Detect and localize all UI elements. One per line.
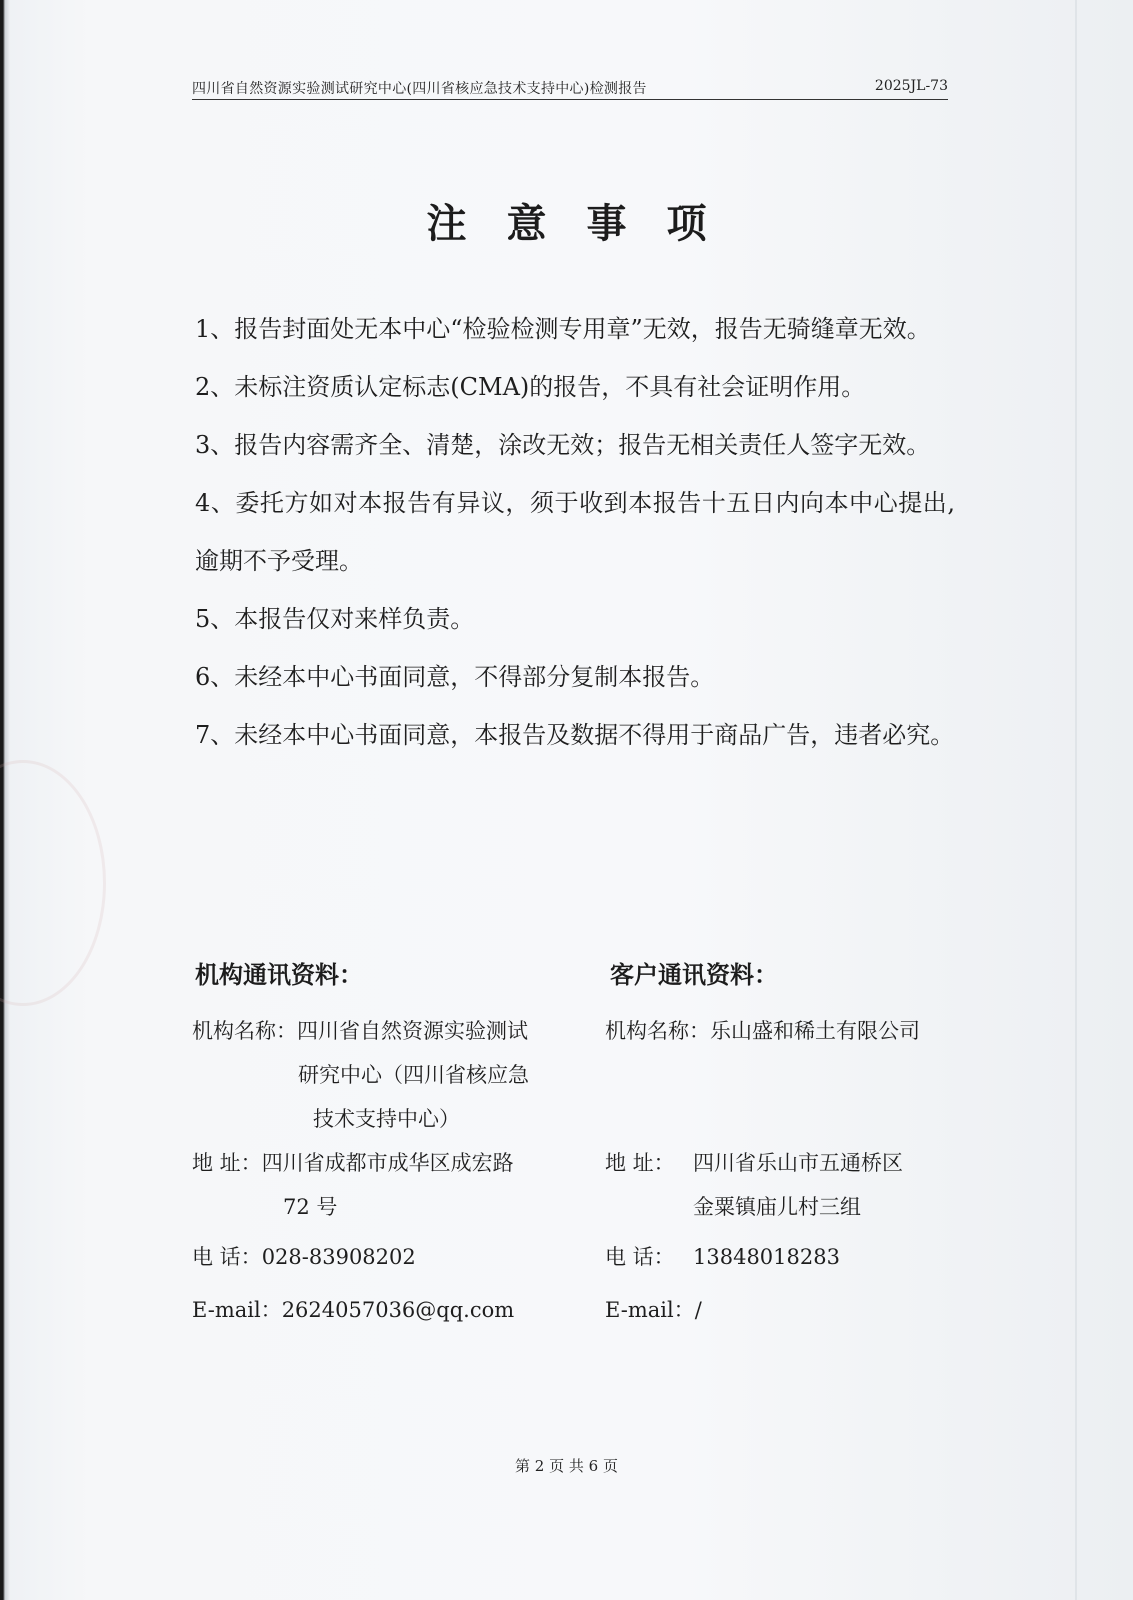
org-phone: 028-83908202 <box>261 1245 416 1269</box>
report-code: 2025JL-73 <box>874 78 948 94</box>
org-email: 2624057036@qq.com <box>281 1298 515 1322</box>
org-name-line: 技术支持中心） <box>313 1107 460 1131</box>
org-address-label: 地 址： <box>192 1151 262 1175</box>
org-name-row <box>192 1009 528 1053</box>
notice-item: 2、未标注资质认定标志(CMA)的报告，不具有社会证明作用。 <box>195 373 866 401</box>
org-name-label: 机构名称： <box>192 1019 297 1043</box>
org-name-line: 研究中心（四川省核应急 <box>298 1063 529 1087</box>
org-email-label: E-mail： <box>192 1298 282 1322</box>
org-email-row <box>192 1288 514 1332</box>
notice-item: 5、本报告仅对来样负责。 <box>195 605 475 633</box>
org-name-line: 四川省自然资源实验测试 <box>297 1019 528 1043</box>
page-number: 第 2 页 共 6 页 <box>515 1457 618 1475</box>
client-email: / <box>694 1298 702 1322</box>
client-email-row <box>605 1288 702 1332</box>
client-name: 乐山盛和稀土有限公司 <box>710 1019 920 1043</box>
client-address-row <box>605 1141 903 1185</box>
client-address-line: 四川省乐山市五通桥区 <box>693 1151 903 1175</box>
client-address-row <box>693 1185 861 1229</box>
client-address-line: 金粟镇庙儿村三组 <box>693 1195 861 1219</box>
header-rule <box>192 99 948 100</box>
client-phone: 13848018283 <box>693 1245 840 1269</box>
notice-item: 7、未经本中心书面同意，本报告及数据不得用于商品广告，违者必究。 <box>195 721 955 749</box>
client-phone-row <box>605 1235 840 1279</box>
org-phone-label: 电 话： <box>192 1245 262 1269</box>
client-name-row <box>605 1009 920 1053</box>
org-name-row <box>298 1053 529 1097</box>
org-address-line: 72 号 <box>283 1195 338 1219</box>
notice-item: 6、未经本中心书面同意，不得部分复制本报告。 <box>195 663 715 691</box>
notice-item: 4、委托方如对本报告有异议，须于收到本报告十五日内向本中心提出,逾期不予受理。 <box>195 489 955 575</box>
ghost-stamp <box>0 760 106 1006</box>
page-title: 注意事项 <box>426 200 747 247</box>
org-name-row <box>313 1097 460 1141</box>
org-address-row <box>192 1141 514 1185</box>
report-header <box>192 78 948 98</box>
org-address-row <box>283 1185 337 1229</box>
client-phone-label: 电 话： <box>605 1245 675 1269</box>
client-address-label: 地 址： <box>605 1151 675 1175</box>
org-address-line: 四川省成都市成华区成宏路 <box>261 1151 514 1175</box>
org-phone-row <box>192 1235 416 1279</box>
notices-list <box>195 300 955 764</box>
notice-item: 1、报告封面处无本中心“检验检测专用章”无效，报告无骑缝章无效。 <box>195 315 931 343</box>
client-email-label: E-mail： <box>605 1298 695 1322</box>
header-title: 四川省自然资源实验测试研究中心(四川省核应急技术支持中心)检测报告 <box>192 81 647 97</box>
org-heading: 机构通讯资料： <box>195 960 363 989</box>
notice-item: 3、报告内容需齐全、清楚，涂改无效；报告无相关责任人签字无效。 <box>195 431 931 459</box>
client-name-label: 机构名称： <box>605 1019 710 1043</box>
client-heading: 客户通讯资料： <box>610 960 778 989</box>
